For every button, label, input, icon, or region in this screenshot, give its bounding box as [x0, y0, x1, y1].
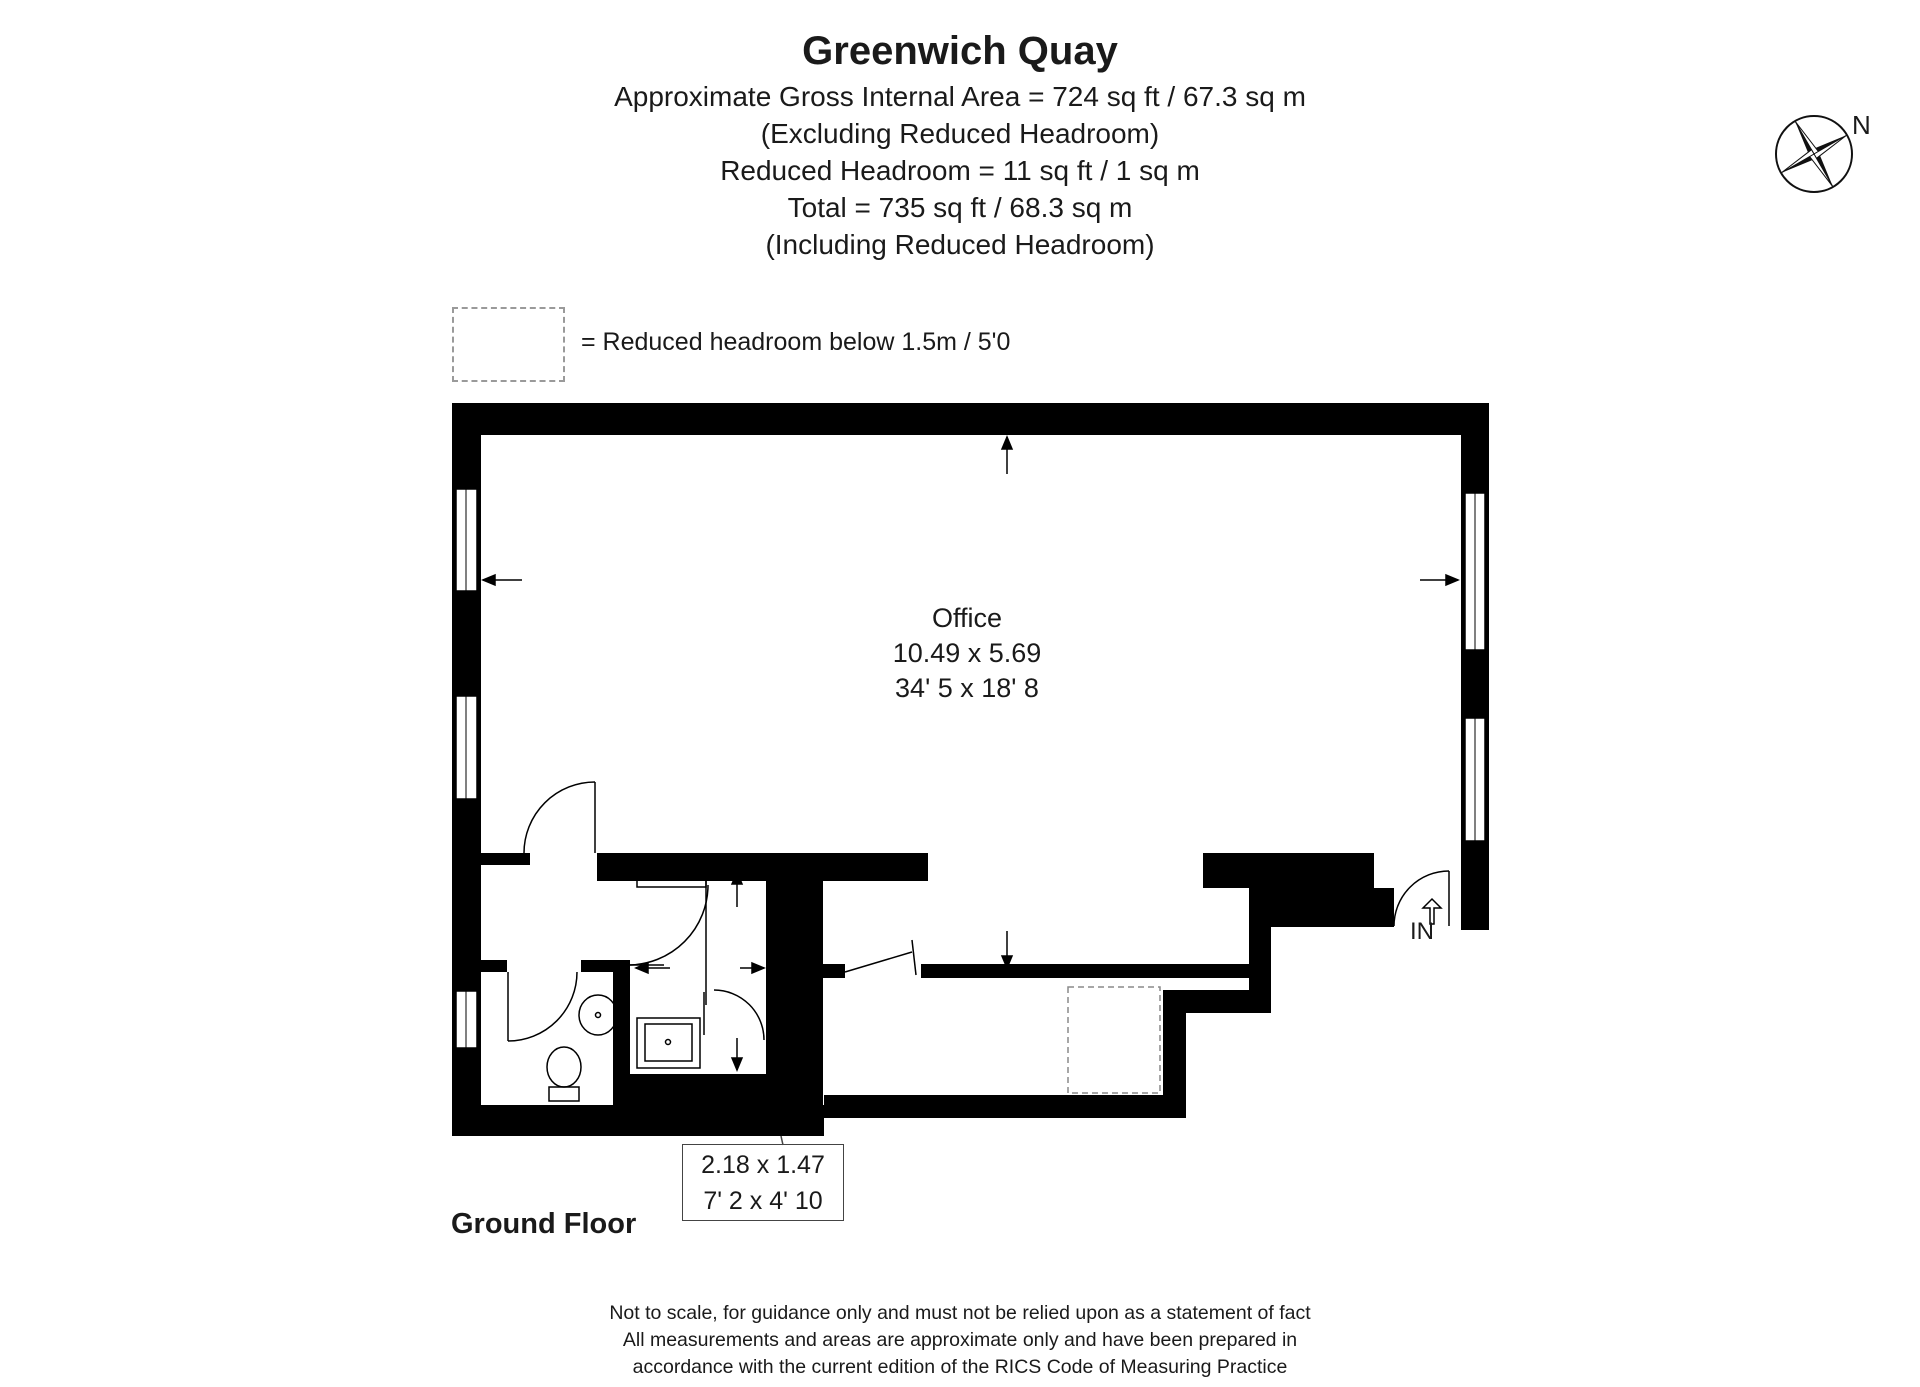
area-line-4: Total = 735 sq ft / 68.3 sq m	[787, 192, 1133, 223]
office-label	[817, 601, 1117, 706]
compass-north-label: N	[1852, 110, 1871, 140]
kitchen-dimensions	[682, 1144, 844, 1221]
disclaimer-line-2: All measurements and areas are approximate only and have been prepared in	[622, 1329, 1298, 1351]
area-line-2: (Excluding Reduced Headroom)	[760, 118, 1160, 149]
entrance-label: IN	[1410, 918, 1434, 945]
disclaimer-line-1: Not to scale, for guidance only and must not be relied upon as a statement of fact	[609, 1302, 1311, 1324]
kitchen-imperial: 7' 2 x 4' 10	[703, 1187, 823, 1215]
area-line-3: Reduced Headroom = 11 sq ft / 1 sq m	[720, 155, 1200, 186]
plan-title: Greenwich Quay	[802, 29, 1118, 73]
kitchen-metric: 2.18 x 1.47	[701, 1151, 825, 1179]
office-name: Office	[931, 603, 1003, 633]
disclaimer	[0, 1300, 1920, 1381]
reduced-headroom-area	[1068, 987, 1160, 1093]
legend-text: = Reduced headroom below 1.5m / 5'0	[581, 328, 1011, 356]
office-metric: 10.49 x 5.69	[892, 638, 1042, 668]
office-imperial: 34' 5 x 18' 8	[895, 673, 1039, 703]
area-line-1: Approximate Gross Internal Area = 724 sq ft / 67.3 sq m	[614, 81, 1306, 112]
walls	[452, 403, 1489, 1136]
area-line-5: (Including Reduced Headroom)	[765, 229, 1155, 260]
floor-label: Ground Floor	[451, 1208, 637, 1240]
disclaimer-line-3: accordance with the current edition of the RICS Code of Measuring Practice	[632, 1356, 1288, 1378]
